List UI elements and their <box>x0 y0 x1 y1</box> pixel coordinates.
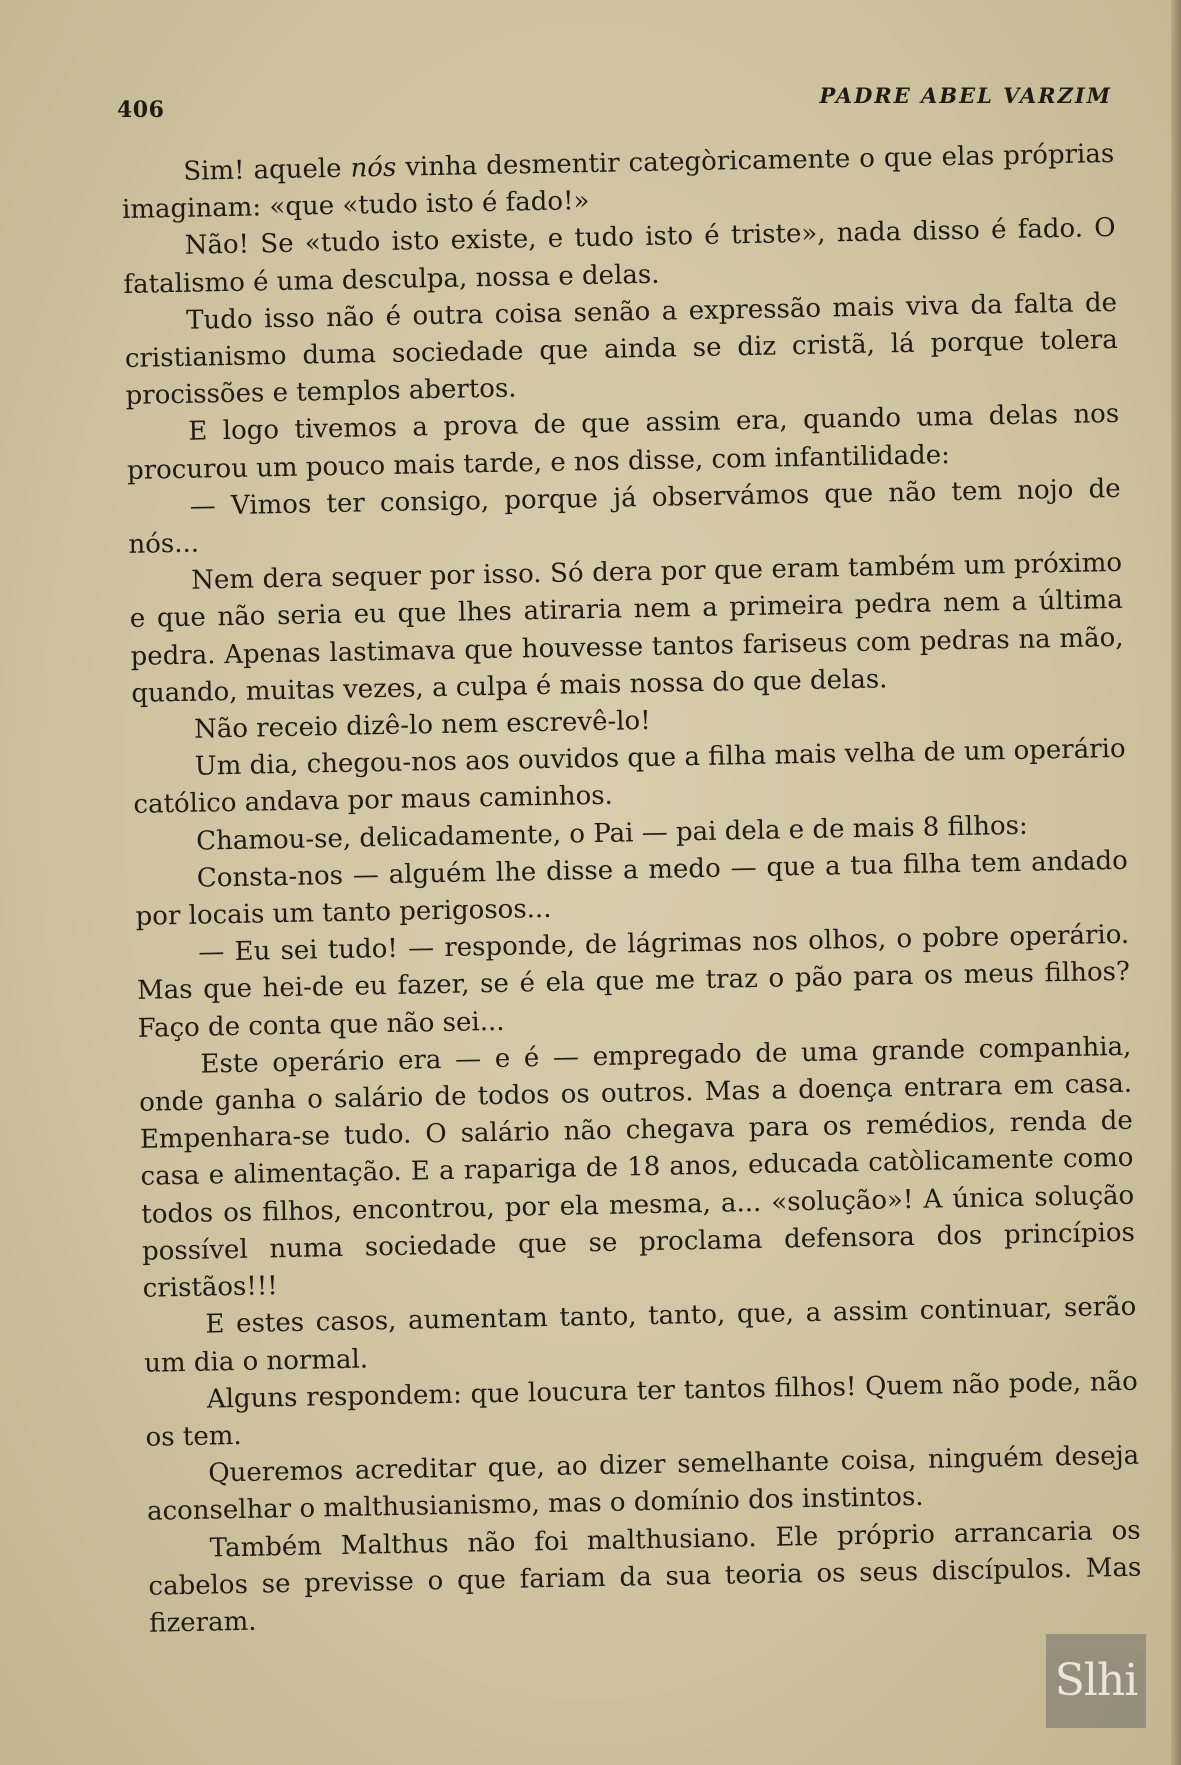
paragraph: Queremos acreditar que, ao dizer semelhante coisa, ninguém deseja aconselhar o malthusianismo, mas o domínio dos instintos. <box>146 1440 1140 1528</box>
paragraph-text-end: vinha desmentir categòricamente o que elas próprias imaginam: «que «tudo isto é fado!» <box>121 138 1115 226</box>
running-head: PADRE ABEL VARZIM <box>819 83 1112 108</box>
paragraph: — Vimos ter consigo, porque já observámos que não tem nojo de nós... <box>128 473 1121 560</box>
paragraph: Tudo isso não é outra coisa senão a expressão mais viva da falta de cristianismo duma sociedade que ainda se diz cristã, lá porque tolera procissões e templos abertos. <box>124 287 1119 412</box>
page-number: 406 <box>117 97 165 123</box>
paragraph: Nem dera sequer por isso. Só dera por que eram também um próximo e que não seria eu que lhes atiraria nem a primeira pedra nem a última pedra. Apenas lastimava que houvesse tantos fariseus com pedras na mão, quando, muitas vezes, a culpa é mais nossa do que delas. <box>129 548 1124 709</box>
paragraph: Chamou-se, delicadamente, o Pai — pai dela e de mais 8 filhos: <box>195 810 1028 857</box>
body-text <box>121 136 1142 1643</box>
paragraph: Não! Se «tudo isto existe, e tudo isto é triste», nada disso é fado. O fatalismo é uma desculpa, nossa e delas. <box>123 213 1116 300</box>
paragraph: Um dia, chegou-nos aos ouvidos que a filha mais velha de um operário católico andava por maus caminhos. <box>133 734 1126 821</box>
page-edge-shadow <box>1171 0 1181 1765</box>
paragraph: E estes casos, aumentam tanto, tanto, que, a assim continuar, serão um dia o normal. <box>143 1292 1137 1379</box>
paragraph: Alguns respondem: que loucura ter tantos filhos! Quem não pode, não os tem. <box>145 1366 1139 1453</box>
paragraph: Não receio dizê-lo nem escrevê-lo! <box>193 705 651 745</box>
paragraph: Este operário era — e é — empregado de uma grande companhia, onde ganha o salário de todos os outros. Mas a doença entrara em casa. Empenhara-se tudo. O salário não chegava para os remédios, renda de casa e alimentação. E a rapariga de 18 anos, educada catòlicamente como todos os filhos, encontrou, por ela mesma, a... «solução»! A única solução possível numa sociedade que se proclama defensora dos princípios cristãos!!! <box>138 1031 1136 1304</box>
paragraph-text-start: Sim! aquele <box>183 153 351 187</box>
paragraph: Também Malthus não foi malthusiano. Ele próprio arrancaria os cabelos se previsse o que fariam da sua teoria os seus discípulos. Mas fizeram. <box>148 1515 1142 1639</box>
paragraph: — Eu sei tudo! — responde, de lágrimas nos olhos, o pobre operário. Mas que hei-de eu fazer, se é ela que me traz o pão para os meus filhos? Faço de conta que não sei... <box>136 920 1131 1044</box>
paragraph: E logo tivemos a prova de que assim era, quando uma delas nos procurou um pouco mais tarde, e nos disse, com infantilidade: <box>126 399 1120 486</box>
watermark-logo: Slhi <box>1046 1634 1146 1728</box>
paragraph: Consta-nos — alguém lhe disse a medo — que a tua filha tem andado por locais um tanto perigosos... <box>135 845 1129 932</box>
emphasis-word: nós <box>350 152 397 184</box>
